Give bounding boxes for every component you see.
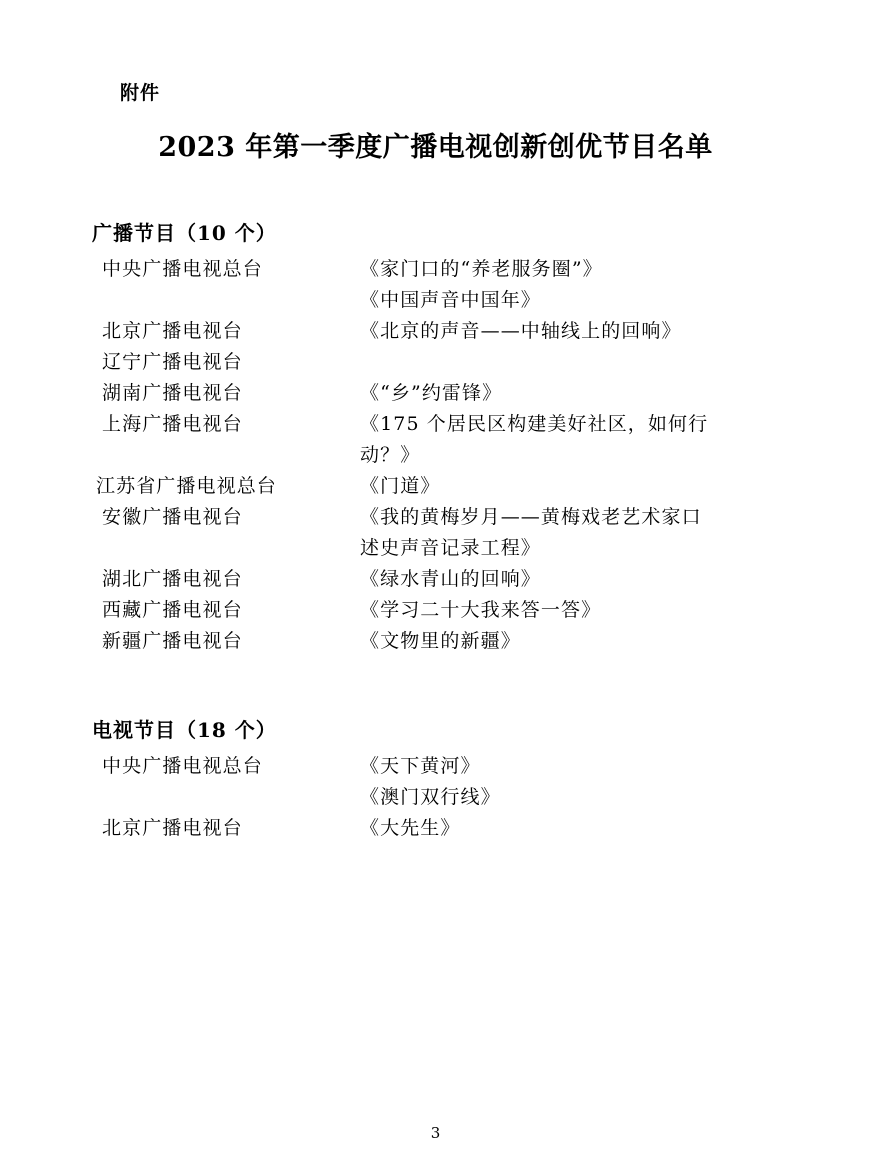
list-item — [92, 751, 779, 782]
page-title: 2023 年第一季度广播电视创新创优节目名单 — [158, 131, 713, 163]
organization-name: 中央广播电视总台 — [102, 755, 263, 778]
list-item — [92, 471, 779, 502]
organization-name: 湖南广播电视台 — [102, 382, 243, 405]
radio-program-list — [92, 254, 779, 657]
program-name: 《绿水青山的回响》 — [360, 568, 541, 591]
program-name: 《北京的声音——中轴线上的回响》 — [360, 320, 682, 343]
organization-name: 安徽广播电视台 — [102, 506, 243, 529]
list-item — [92, 533, 779, 564]
program-name: 《家门口的“养老服务圈”》 — [360, 258, 603, 281]
program-name: 《学习二十大我来答一答》 — [360, 599, 602, 622]
list-item — [92, 440, 779, 471]
tv-program-list — [92, 751, 779, 844]
list-item — [92, 626, 779, 657]
list-item — [92, 254, 779, 285]
organization-name: 北京广播电视台 — [102, 817, 243, 840]
list-item — [92, 409, 779, 440]
list-item — [92, 316, 779, 347]
organization-name: 北京广播电视台 — [102, 320, 243, 343]
program-name: 《中国声音中国年》 — [360, 289, 541, 312]
list-item — [92, 378, 779, 409]
program-name: 《我的黄梅岁月——黄梅戏老艺术家口 — [360, 506, 702, 529]
organization-name: 江苏省广播电视总台 — [96, 475, 277, 498]
program-name: 《门道》 — [360, 475, 441, 498]
program-name: 《文物里的新疆》 — [360, 630, 521, 653]
list-item — [92, 813, 779, 844]
page-number: 3 — [430, 1124, 441, 1142]
section-heading-radio: 广播节目（10 个） — [92, 221, 277, 246]
list-item — [92, 502, 779, 533]
list-item — [92, 564, 779, 595]
program-name: 动？》 — [360, 444, 421, 467]
program-name: 《175 个居民区构建美好社区，如何行 — [360, 413, 709, 436]
attachment-label: 附件 — [120, 82, 161, 104]
organization-name: 上海广播电视台 — [102, 413, 243, 436]
program-name: 《大先生》 — [360, 817, 461, 840]
organization-name: 中央广播电视总台 — [102, 258, 263, 281]
list-item — [92, 595, 779, 626]
list-item — [92, 285, 779, 316]
organization-name: 辽宁广播电视台 — [102, 351, 243, 374]
program-name: 述史声音记录工程》 — [360, 537, 541, 560]
organization-name: 湖北广播电视台 — [102, 568, 243, 591]
program-name: 《“乡”约雷锋》 — [360, 382, 503, 405]
list-item — [92, 347, 779, 378]
organization-name: 新疆广播电视台 — [102, 630, 243, 653]
organization-name: 西藏广播电视台 — [102, 599, 243, 622]
list-item — [92, 782, 779, 813]
section-heading-tv: 电视节目（18 个） — [92, 718, 277, 743]
program-name: 《澳门双行线》 — [360, 786, 501, 809]
program-name: 《天下黄河》 — [360, 755, 481, 778]
